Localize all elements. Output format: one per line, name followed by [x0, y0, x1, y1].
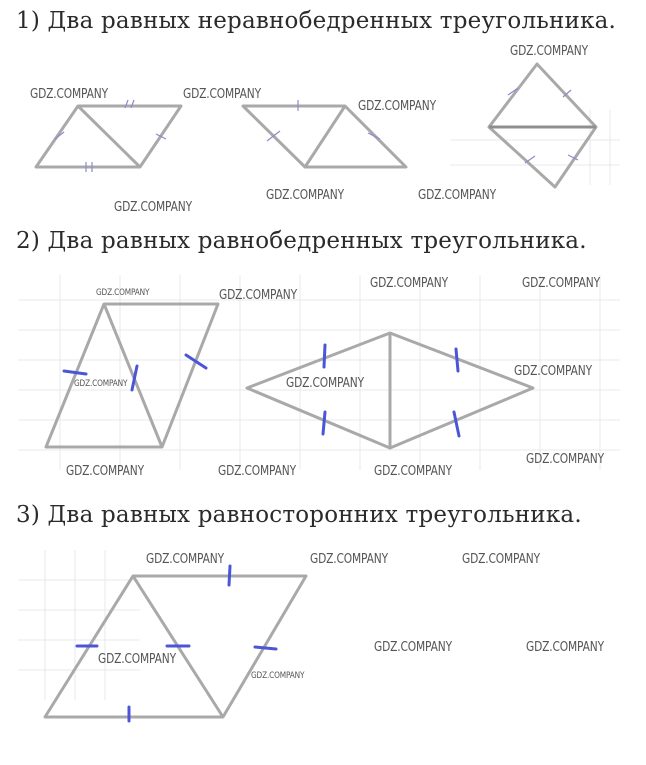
watermark: GDZ.COMPANY — [374, 640, 452, 655]
watermark: GDZ.COMPANY — [418, 188, 496, 203]
figure-isosceles-left — [46, 304, 218, 447]
heading-equilateral: 3) Два равных равносторонних треугольника. — [16, 502, 582, 528]
heading-isosceles: 2) Два равных равнобедренных треугольника. — [16, 228, 587, 254]
figure-equilateral — [45, 566, 306, 721]
watermark: GDZ.COMPANY — [146, 552, 224, 567]
heading-scalene: 1) Два равных неравнобедренных треугольника. — [16, 8, 617, 34]
watermark: GDZ.COMPANY — [96, 288, 150, 298]
figure-scalene-right — [489, 64, 596, 187]
watermark: GDZ.COMPANY — [526, 452, 604, 467]
watermark: GDZ.COMPANY — [514, 364, 592, 379]
watermark: GDZ.COMPANY — [370, 276, 448, 291]
watermark: GDZ.COMPANY — [251, 671, 305, 681]
watermark: GDZ.COMPANY — [374, 464, 452, 479]
watermark: GDZ.COMPANY — [114, 200, 192, 215]
watermark: GDZ.COMPANY — [183, 87, 261, 102]
watermark: GDZ.COMPANY — [219, 288, 297, 303]
watermark: GDZ.COMPANY — [218, 464, 296, 479]
watermark: GDZ.COMPANY — [522, 276, 600, 291]
watermark: GDZ.COMPANY — [526, 640, 604, 655]
watermark: GDZ.COMPANY — [510, 44, 588, 59]
figure-scalene-left — [36, 100, 181, 172]
watermark: GDZ.COMPANY — [310, 552, 388, 567]
watermark: GDZ.COMPANY — [286, 376, 364, 391]
watermark: GDZ.COMPANY — [66, 464, 144, 479]
watermark: GDZ.COMPANY — [98, 652, 176, 667]
watermark: GDZ.COMPANY — [266, 188, 344, 203]
watermark: GDZ.COMPANY — [30, 87, 108, 102]
watermark: GDZ.COMPANY — [462, 552, 540, 567]
watermark: GDZ.COMPANY — [74, 379, 128, 389]
watermark: GDZ.COMPANY — [358, 99, 436, 114]
